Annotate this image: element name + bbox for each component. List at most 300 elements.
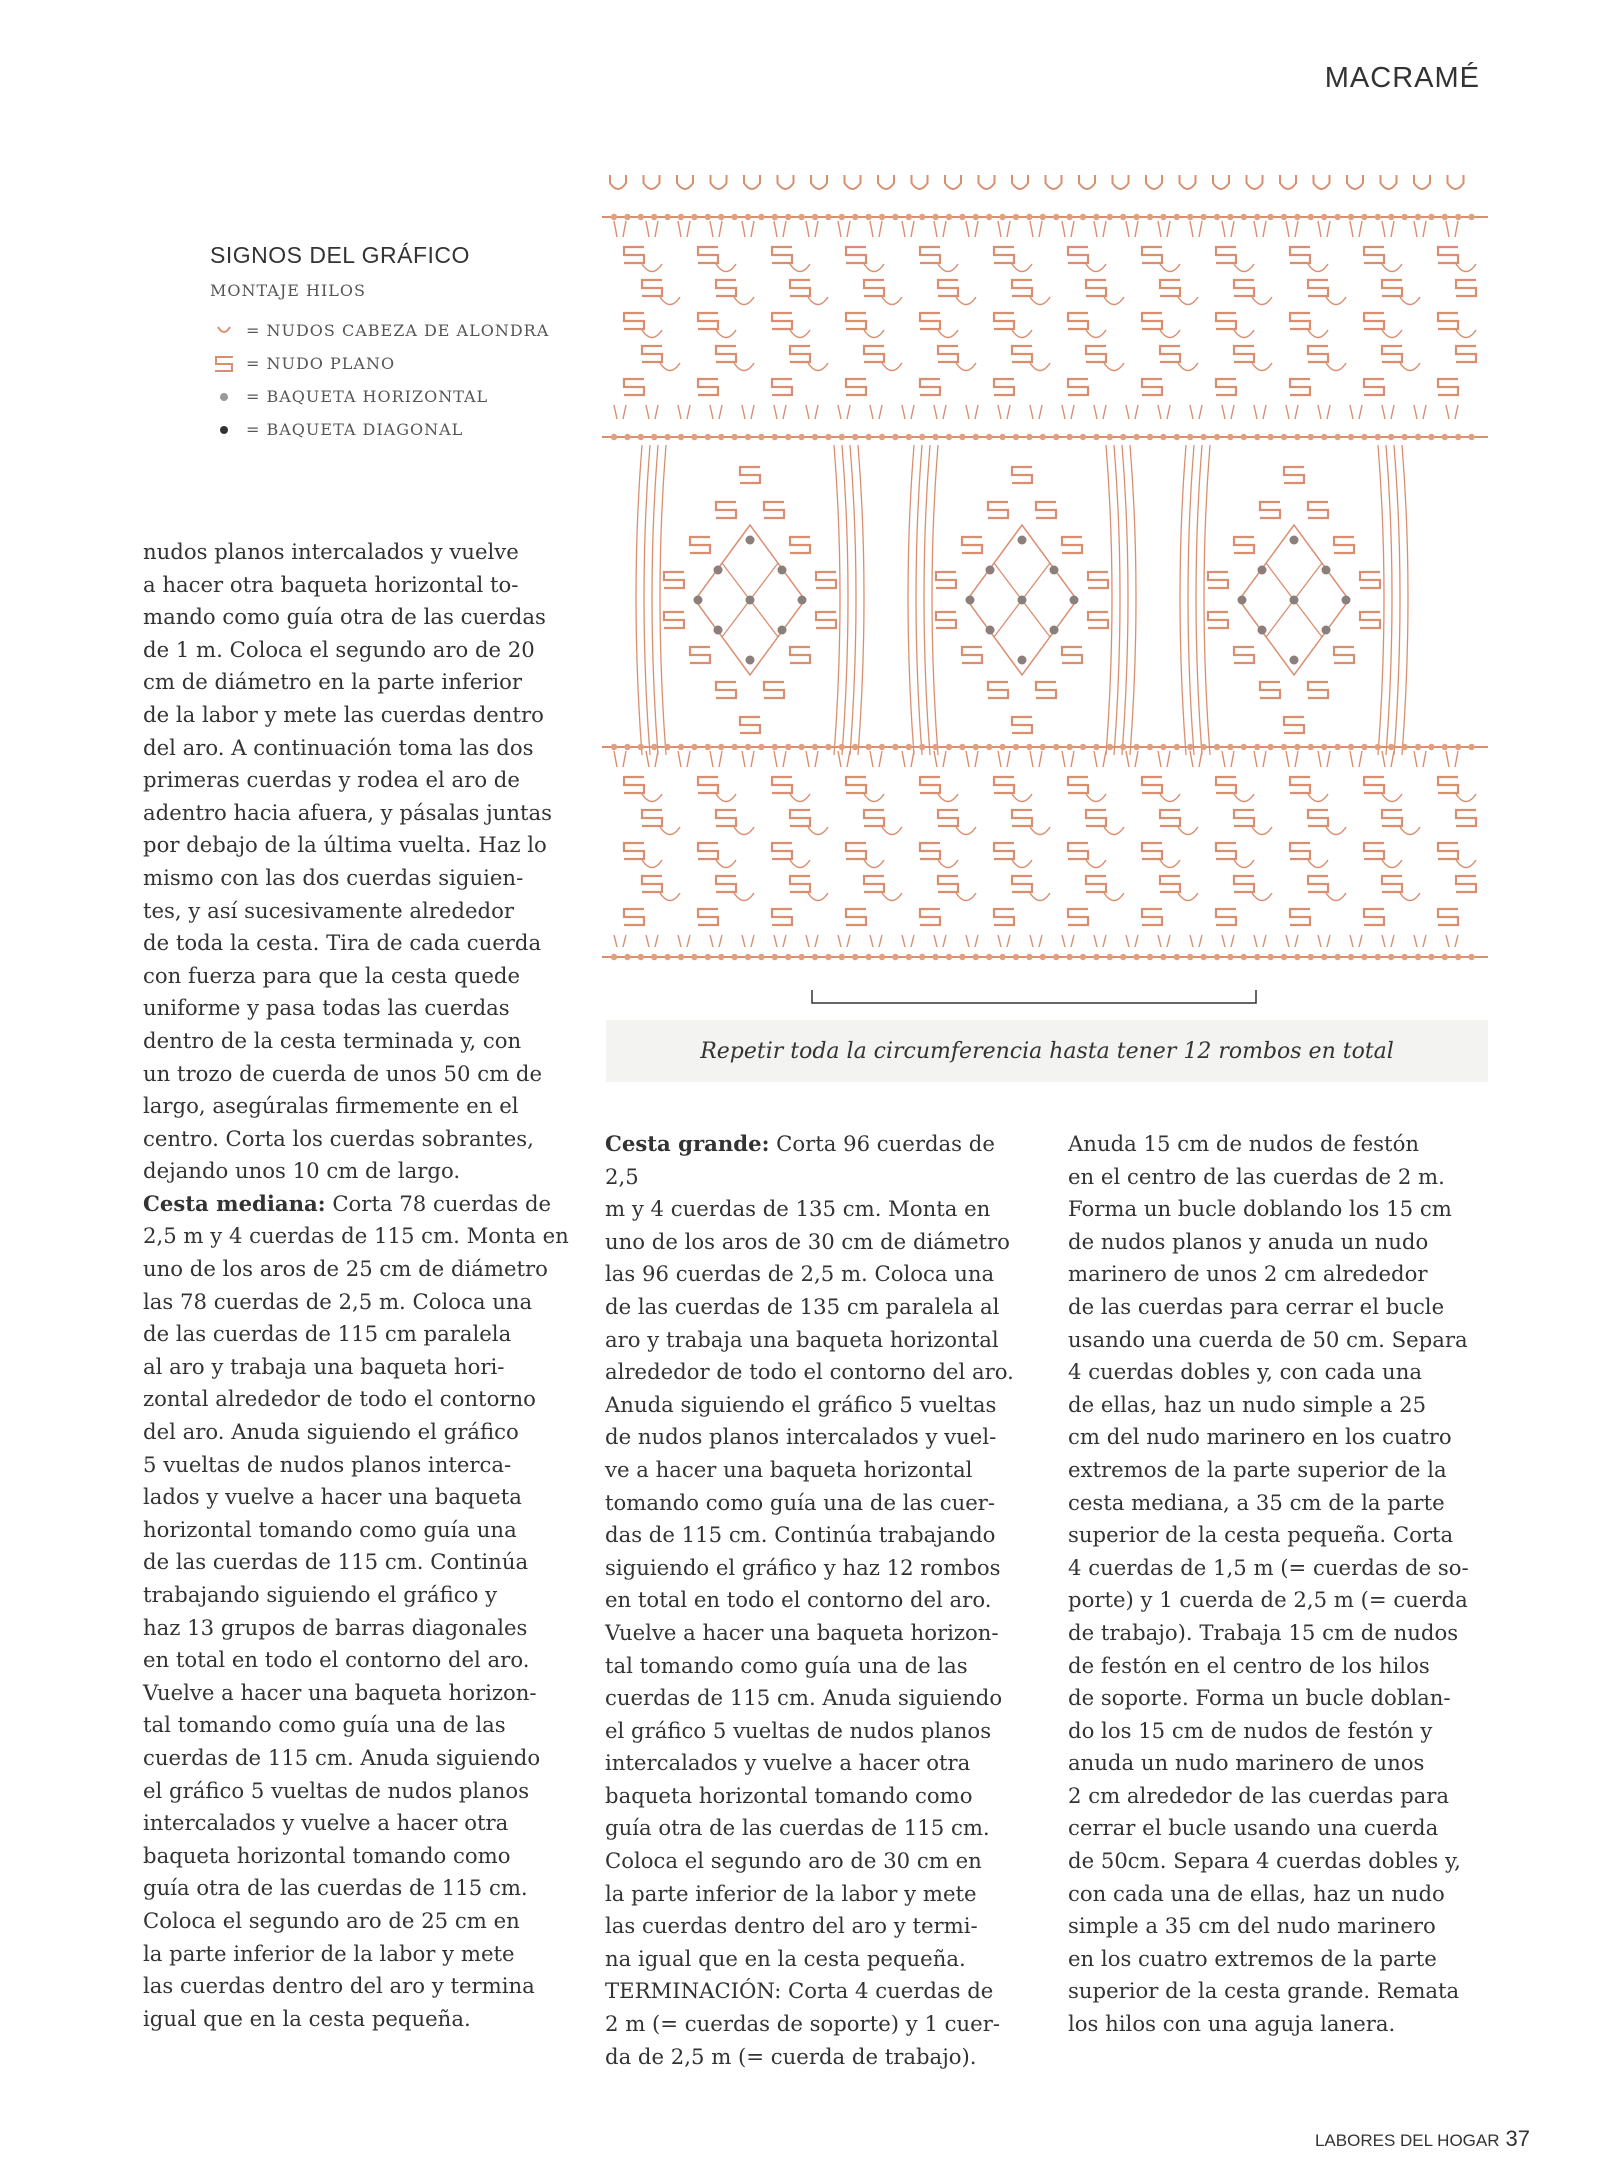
cord-strand	[1104, 827, 1124, 835]
cord-strand	[646, 935, 649, 947]
square-knot	[1438, 247, 1458, 263]
horizontal-bar-dot	[1281, 744, 1287, 750]
cord-strand	[902, 405, 905, 419]
cord-strand	[934, 405, 937, 419]
horizontal-bar-dot	[1200, 434, 1206, 440]
cord-strand	[742, 221, 745, 237]
square-knot	[920, 909, 940, 925]
square-knot	[664, 612, 684, 628]
lark-head-knot	[1381, 175, 1397, 189]
horizontal-bar-dot	[825, 744, 831, 750]
horizontal-bar-dot	[772, 434, 778, 440]
cord-strand	[847, 221, 850, 237]
horizontal-bar-dot	[1375, 214, 1381, 220]
cord-strand	[1382, 935, 1385, 947]
cord-strand	[1012, 330, 1032, 338]
cord-strand	[808, 297, 828, 305]
cord-strand	[1103, 935, 1106, 947]
square-knot	[1068, 909, 1088, 925]
horizontal-bar-dot	[1388, 214, 1394, 220]
cord-strand	[1446, 935, 1449, 947]
square-knot	[1086, 346, 1106, 362]
cord-strand	[1104, 297, 1124, 305]
cord-strand	[847, 935, 850, 947]
cord-strand	[1391, 751, 1394, 767]
cord-strand	[834, 445, 840, 755]
square-knot	[920, 843, 940, 859]
horizontal-bar-dot	[1267, 214, 1273, 220]
horizontal-bar-dot	[1455, 214, 1461, 220]
horizontal-bar-dot	[611, 434, 617, 440]
horizontal-bar-dot	[1241, 744, 1247, 750]
square-knot	[624, 247, 644, 263]
horizontal-bar-dot	[879, 434, 885, 440]
diagonal-bar-dot	[778, 566, 787, 575]
cord-strand	[734, 297, 754, 305]
cord-strand	[774, 405, 777, 419]
cord-strand	[882, 893, 902, 901]
cord-strand	[742, 751, 745, 767]
cord-strand	[614, 405, 617, 419]
horizontal-bar-dot	[1093, 954, 1099, 960]
cord-strand	[1222, 751, 1225, 767]
cord-strand	[1263, 751, 1266, 767]
cord-strand	[858, 445, 864, 755]
cord-strand	[1204, 445, 1210, 755]
horizontal-bar-dot	[1187, 434, 1193, 440]
horizontal-bar-dot	[1013, 744, 1019, 750]
cord-strand	[975, 935, 978, 947]
horizontal-bar-dot	[839, 214, 845, 220]
square-knot	[790, 810, 810, 826]
cord-strand	[1456, 794, 1476, 802]
horizontal-bar-dot	[1133, 954, 1139, 960]
cord-strand	[1126, 935, 1129, 947]
cord-strand	[1378, 445, 1384, 755]
square-knot	[864, 810, 884, 826]
horizontal-bar-dot	[906, 744, 912, 750]
horizontal-bar-dot	[1388, 434, 1394, 440]
diagonal-bar-dot	[1050, 626, 1059, 635]
horizontal-bar-dot	[865, 954, 871, 960]
cord-strand	[1167, 405, 1170, 419]
cord-strand	[1062, 751, 1065, 767]
cord-strand	[1030, 297, 1050, 305]
square-knot	[764, 502, 784, 518]
square-knot	[1308, 810, 1328, 826]
horizontal-bar-dot	[664, 954, 670, 960]
diagonal-bar-dot	[746, 656, 755, 665]
cord-strand	[742, 405, 745, 419]
lark-head-knot	[1113, 175, 1129, 189]
body-paragraph: Anuda 15 cm de nudos de festón en el centro de las cuerdas de 2 m. Forma un bucle doblando los 15 cm de nudos planos y anuda un nudo marinero de unos 2 cm alrededor de las cuerdas para cerrar el bucle usando una cuerda de 50 cm. Separa 4 cuerdas dobles y, con cada una de ellas, haz un nudo simple a 25 cm del nudo marinero en los cuatro extremos de la parte superior de la cesta mediana, a 35 cm de la parte superior de la cesta pequeña. Corta 4 cuerdas de 1,5 m (= cuerdas de so- porte) y 1 cuerda de 2,5 m (= cuerda de trabajo). Trabaja 15 cm de nudos de festón en el centro de los hilos de soporte. Forma un bucle doblan- do los 15 cm de nudos de festón y anuda un nudo marinero de unos 2 cm alrededor de las cuerdas para cerrar el bucle usando una cuerda de 50cm. Separa 4 cuerdas dobles y, con cada una de ellas, haz un nudo simple a 35 cm del nudo marinero en los cuatro extremos de la parte superior de la cesta grande. Remata los hilos con una aguja lanera.	[1068, 1131, 1469, 2037]
horizontal-bar-dot	[999, 214, 1005, 220]
square-knot	[698, 247, 718, 263]
cord-strand	[719, 935, 722, 947]
cord-strand	[815, 405, 818, 419]
horizontal-bar-dot	[932, 434, 938, 440]
lark-head-knot	[1314, 175, 1330, 189]
horizontal-bar-dot	[678, 434, 684, 440]
cord-strand	[1308, 794, 1328, 802]
square-knot	[624, 313, 644, 329]
cord-strand	[1178, 297, 1198, 305]
horizontal-bar-dot	[973, 214, 979, 220]
cord-strand	[646, 751, 649, 767]
horizontal-bar-dot	[731, 434, 737, 440]
cord-strand	[998, 405, 1001, 419]
cord-strand	[716, 264, 736, 272]
cord-strand	[1071, 405, 1074, 419]
legend-subtitle: MONTAJE HILOS	[210, 281, 367, 300]
square-knot	[1036, 682, 1056, 698]
cord-strand	[1160, 860, 1180, 868]
horizontal-bar-dot	[825, 434, 831, 440]
horizontal-bar-dot	[1147, 954, 1153, 960]
square-knot	[690, 647, 710, 663]
square-knot	[790, 346, 810, 362]
horizontal-bar-dot	[638, 434, 644, 440]
horizontal-bar-dot	[1348, 434, 1354, 440]
square-knot	[664, 572, 684, 588]
cord-strand	[998, 221, 1001, 237]
cord-strand	[1455, 405, 1458, 419]
body-paragraph: nudos planos intercalados y vuelve a hacer otra baqueta horizontal to- mando como guía otra de las cuerdas de 1 m. Coloca el segundo aro de 20 cm de diámetro en la parte inferior de la labor y mete las cuerdas dentro del aro. A continuación toma las dos primeras cuerdas y rodea el aro de adentro hacia afuera, y pásalas juntas por debajo de la última vuelta. Haz lo mismo con las dos cuerdas siguien- tes, y así sucesivamente alrededor de toda la cesta. Tira de cada cuerda con fuerza para que la cesta quede uniforme y pasa todas las cuerdas dentro de la cesta terminada y, con un trozo de cuerda de unos 50 cm de largo, asegúralas firmemente en el centro. Corta los cuerdas sobrantes, dejando unos 10 cm de largo.	[143, 539, 552, 1184]
horizontal-bar-dot	[1066, 214, 1072, 220]
horizontal-bar-dot	[1415, 434, 1421, 440]
square-knot	[1334, 647, 1354, 663]
cord-strand	[1382, 794, 1402, 802]
square-knot	[772, 843, 792, 859]
lark-head-knot	[1213, 175, 1229, 189]
cord-strand	[1234, 860, 1254, 868]
horizontal-bar-dot	[946, 744, 952, 750]
horizontal-bar-dot	[1160, 434, 1166, 440]
diagonal-bar-dot	[1322, 626, 1331, 635]
horizontal-bar-dot	[959, 744, 965, 750]
horizontal-bar-dot	[825, 214, 831, 220]
horizontal-bar-dot	[664, 744, 670, 750]
horizontal-bar-dot	[1080, 434, 1086, 440]
horizontal-bar-dot	[1080, 214, 1086, 220]
cord-strand	[1190, 405, 1193, 419]
horizontal-bar-dot	[986, 744, 992, 750]
square-knot	[790, 537, 810, 553]
cord-strand	[655, 935, 658, 947]
square-knot	[1086, 876, 1106, 892]
cord-strand	[1130, 445, 1136, 755]
cord-strand	[1295, 405, 1298, 419]
horizontal-bar-dot	[1160, 214, 1166, 220]
horizontal-bar-dot	[745, 744, 751, 750]
cord-strand	[1423, 935, 1426, 947]
horizontal-bar-dot	[798, 434, 804, 440]
cord-strand	[1254, 751, 1257, 767]
horizontal-bar-dot	[691, 434, 697, 440]
horizontal-bar-dot	[758, 744, 764, 750]
square-knot	[1284, 467, 1304, 483]
horizontal-bar-dot	[852, 434, 858, 440]
horizontal-bar-dot	[1133, 214, 1139, 220]
square-knot	[1216, 777, 1236, 793]
horizontal-bar-dot	[745, 434, 751, 440]
square-knot	[1364, 843, 1384, 859]
square-knot	[1290, 777, 1310, 793]
square-knot	[1308, 502, 1328, 518]
cord-strand	[911, 751, 914, 767]
horizontal-bar-dot	[1308, 214, 1314, 220]
horizontal-bar-dot	[638, 214, 644, 220]
square-knot	[938, 280, 958, 296]
horizontal-bar-dot	[678, 954, 684, 960]
cord-strand	[1199, 751, 1202, 767]
cord-strand	[774, 751, 777, 767]
square-knot	[716, 502, 736, 518]
cord-strand	[1400, 363, 1420, 371]
cord-strand	[1039, 405, 1042, 419]
square-knot	[1012, 346, 1032, 362]
horizontal-bar-dot	[932, 214, 938, 220]
square-knot	[772, 909, 792, 925]
horizontal-bar-dot	[946, 954, 952, 960]
square-knot	[624, 777, 644, 793]
diagonal-bar-dot	[1342, 596, 1351, 605]
horizontal-bar-dot	[1040, 744, 1046, 750]
horizontal-bar-dot	[1147, 214, 1153, 220]
horizontal-bar-dot	[1428, 954, 1434, 960]
square-knot	[740, 467, 760, 483]
square-knot	[740, 717, 760, 733]
horizontal-bar-dot	[1401, 434, 1407, 440]
cord-strand	[614, 935, 617, 947]
square-knot	[1364, 379, 1384, 395]
cord-strand	[1007, 221, 1010, 237]
square-knot	[846, 843, 866, 859]
square-knot	[790, 876, 810, 892]
horizontal-bar-dot	[973, 434, 979, 440]
cord-strand	[1231, 935, 1234, 947]
horizontal-bar-dot	[906, 434, 912, 440]
horizontal-bar-dot	[785, 214, 791, 220]
square-knot	[988, 502, 1008, 518]
horizontal-bar-dot	[758, 434, 764, 440]
horizontal-bar-dot	[999, 954, 1005, 960]
horizontal-bar-dot	[1321, 214, 1327, 220]
diagonal-bar-dot	[986, 566, 995, 575]
cord-strand	[943, 751, 946, 767]
cord-strand	[847, 751, 850, 767]
horizontal-bar-dot	[691, 954, 697, 960]
cord-strand	[902, 221, 905, 237]
cord-strand	[1199, 221, 1202, 237]
cord-strand	[660, 827, 680, 835]
body-paragraph: Corta 78 cuerdas de 2,5 m y 4 cuerdas de 115 cm. Monta en uno de los aros de 25 cm de diámetro las 78 cuerdas de 2,5 m. Coloca una de las cuerdas de 115 cm paralela al aro y trabaja una baqueta hori- zontal alrededor de todo el contorno del aro. Anuda siguiendo el gráfico 5 vueltas de nudos planos interca- lados y vuelve a hacer una baqueta horizontal tomando como guía una de las cuerdas de 115 cm. Continúa trabajando siguiendo el gráfico y haz 13 grupos de barras diagonales en total en todo el contorno del aro. Vuelve a hacer una baqueta horizon- tal tomando como guía una de las cuerdas de 115 cm. Anuda siguiendo el gráfico 5 vueltas de nudos planos intercalados y vuelve a hacer otra baqueta horizontal tomando como guía otra de las cuerdas de 115 cm. Coloca el segundo aro de 25 cm en la parte inferior de la labor y mete las cuerdas dentro del aro y termina igual que en la cesta pequeña.	[143, 1190, 569, 2031]
square-knot	[1142, 777, 1162, 793]
cord-strand	[934, 221, 937, 237]
square-knot	[624, 843, 644, 859]
horizontal-bar-dot	[946, 214, 952, 220]
square-knot	[1438, 909, 1458, 925]
horizontal-bar-dot	[1066, 954, 1072, 960]
horizontal-bar-dot	[879, 744, 885, 750]
cord-strand	[1103, 221, 1106, 237]
lark-head-knot	[845, 175, 861, 189]
horizontal-bar-dot	[678, 744, 684, 750]
cord-strand	[1414, 935, 1417, 947]
horizontal-bar-dot	[1107, 214, 1113, 220]
cord-strand	[934, 935, 937, 947]
cord-strand	[1456, 860, 1476, 868]
horizontal-bar-dot	[1334, 744, 1340, 750]
horizontal-bar-dot	[1401, 954, 1407, 960]
legend-item-diagonal-bar	[210, 413, 549, 446]
horizontal-bar-dot	[624, 744, 630, 750]
cord-strand	[1350, 751, 1353, 767]
square-knot	[1438, 843, 1458, 859]
cord-strand	[870, 221, 873, 237]
horizontal-bar-dot	[651, 744, 657, 750]
cord-strand	[1382, 751, 1385, 767]
cord-strand	[751, 935, 754, 947]
cord-strand	[908, 445, 914, 755]
cord-strand	[1167, 935, 1170, 947]
page-footer	[1315, 2126, 1530, 2152]
cord-strand	[1012, 794, 1032, 802]
cord-strand	[1308, 264, 1328, 272]
cord-strand	[815, 751, 818, 767]
legend-label: = NUDO PLANO	[246, 354, 396, 373]
cord-strand	[882, 827, 902, 835]
cord-strand	[956, 363, 976, 371]
horizontal-bar-dot	[1321, 744, 1327, 750]
cord-strand	[1391, 935, 1394, 947]
cord-strand	[1391, 405, 1394, 419]
diagonal-bar-dot	[1290, 536, 1299, 545]
cord-strand	[1114, 445, 1120, 755]
macrame-knot-chart	[600, 175, 1490, 1015]
cord-strand	[966, 935, 969, 947]
cord-strand	[956, 297, 976, 305]
horizontal-bar-dot	[932, 744, 938, 750]
square-knot	[1234, 876, 1254, 892]
cord-strand	[943, 221, 946, 237]
square-knot	[642, 346, 662, 362]
cord-strand	[1104, 363, 1124, 371]
cord-strand	[1286, 405, 1289, 419]
cord-strand	[1455, 751, 1458, 767]
horizontal-bar-dot	[1267, 434, 1273, 440]
square-knot	[1308, 876, 1328, 892]
cord-strand	[660, 363, 680, 371]
cord-strand	[1394, 445, 1400, 755]
square-knot	[1438, 379, 1458, 395]
cord-strand	[1222, 221, 1225, 237]
horizontal-bar-dot	[705, 434, 711, 440]
horizontal-bar-dot	[638, 954, 644, 960]
cord-strand	[1222, 405, 1225, 419]
cord-strand	[660, 445, 666, 755]
cord-strand	[783, 935, 786, 947]
square-knot	[1290, 843, 1310, 859]
section-title: MACRAMÉ	[1324, 62, 1480, 94]
horizontal-bar-dot	[1375, 954, 1381, 960]
square-knot	[698, 379, 718, 395]
legend-title: SIGNOS DEL GRÁFICO	[210, 242, 470, 268]
square-knot	[1068, 379, 1088, 395]
horizontal-bar-dot	[624, 954, 630, 960]
horizontal-bar-dot	[1254, 434, 1260, 440]
horizontal-bar-dot	[1053, 214, 1059, 220]
horizontal-bar-dot	[691, 214, 697, 220]
square-knot	[1382, 346, 1402, 362]
horizontal-bar-dot	[865, 434, 871, 440]
square-knot	[816, 612, 836, 628]
horizontal-bar-dot	[1107, 744, 1113, 750]
square-knot	[1234, 647, 1254, 663]
horizontal-bar-dot	[1174, 954, 1180, 960]
horizontal-bar-dot	[718, 214, 724, 220]
horizontal-bar-dot	[1093, 434, 1099, 440]
cord-strand	[1104, 893, 1124, 901]
cord-strand	[1295, 221, 1298, 237]
cord-strand	[1455, 935, 1458, 947]
square-knot	[1036, 502, 1056, 518]
cord-strand	[1007, 405, 1010, 419]
cord-strand	[1196, 445, 1202, 755]
cord-strand	[966, 221, 969, 237]
cord-strand	[734, 363, 754, 371]
square-knot	[624, 379, 644, 395]
square-knot	[846, 379, 866, 395]
horizontal-bar-dot	[852, 954, 858, 960]
cord-strand	[1086, 264, 1106, 272]
lark-head-knot	[711, 175, 727, 189]
cord-strand	[1252, 893, 1272, 901]
horizontal-bar-dot	[892, 214, 898, 220]
cord-strand	[1062, 935, 1065, 947]
horizontal-bar-dot	[906, 214, 912, 220]
cord-strand	[943, 405, 946, 419]
cord-strand	[1234, 794, 1254, 802]
horizontal-bar-dot	[1066, 744, 1072, 750]
cord-strand	[998, 935, 1001, 947]
horizontal-bar-dot	[1187, 744, 1193, 750]
cord-strand	[1286, 221, 1289, 237]
horizontal-bar-dot	[624, 214, 630, 220]
horizontal-bar-dot	[691, 744, 697, 750]
cord-strand	[864, 330, 884, 338]
square-knot	[1308, 280, 1328, 296]
square-knot	[1438, 777, 1458, 793]
cord-strand	[1071, 751, 1074, 767]
square-knot	[962, 537, 982, 553]
legend-label: = BAQUETA DIAGONAL	[246, 420, 464, 439]
square-knot	[1456, 876, 1476, 892]
horizontal-bar-dot	[731, 954, 737, 960]
cord-strand	[790, 330, 810, 338]
horizontal-bar-dot	[1160, 744, 1166, 750]
diagonal-bar-dot	[1018, 536, 1027, 545]
text-column-2	[605, 1128, 1031, 2073]
square-knot	[1290, 909, 1310, 925]
horizontal-bar-dot	[1053, 434, 1059, 440]
square-knot	[772, 313, 792, 329]
horizontal-bar-dot	[1254, 214, 1260, 220]
body-paragraph: Corta 96 cuerdas de 2,5 m y 4 cuerdas de 135 cm. Monta en uno de los aros de 30 cm de diámetro las 96 cuerdas de 2,5 m. Coloca una de las cuerdas de 135 cm paralela al aro y trabaja una baqueta horizontal alrededor de todo el contorno del aro. Anuda siguiendo el gráfico 5 vueltas de nudos planos intercalados y vuel- ve a hacer una baqueta horizontal tomando como guía una de las cuer- das de 115 cm. Continúa trabajando siguiendo el gráfico y haz 12 rombos en total en todo el contorno del aro. Vuelve a hacer una baqueta horizon- tal tomando como guía una de las cuerdas de 115 cm. Anuda siguiendo el gráfico 5 vueltas de nudos planos intercalados y vuelve a hacer otra baqueta horizontal tomando como guía otra de las cuerdas de 115 cm. Coloca el segundo aro de 30 cm en la parte inferior de la labor y mete las cuerdas dentro del aro y termi- na igual que en la cesta pequeña. TERMINACIÓN: Corta 4 cuerdas de 2 m (= cuerdas de soporte) y 1 cuer- da de 2,5 m (= cuerda de trabajo).	[605, 1131, 1014, 2069]
square-knot	[846, 909, 866, 925]
cord-strand	[938, 794, 958, 802]
cord-strand	[1199, 405, 1202, 419]
